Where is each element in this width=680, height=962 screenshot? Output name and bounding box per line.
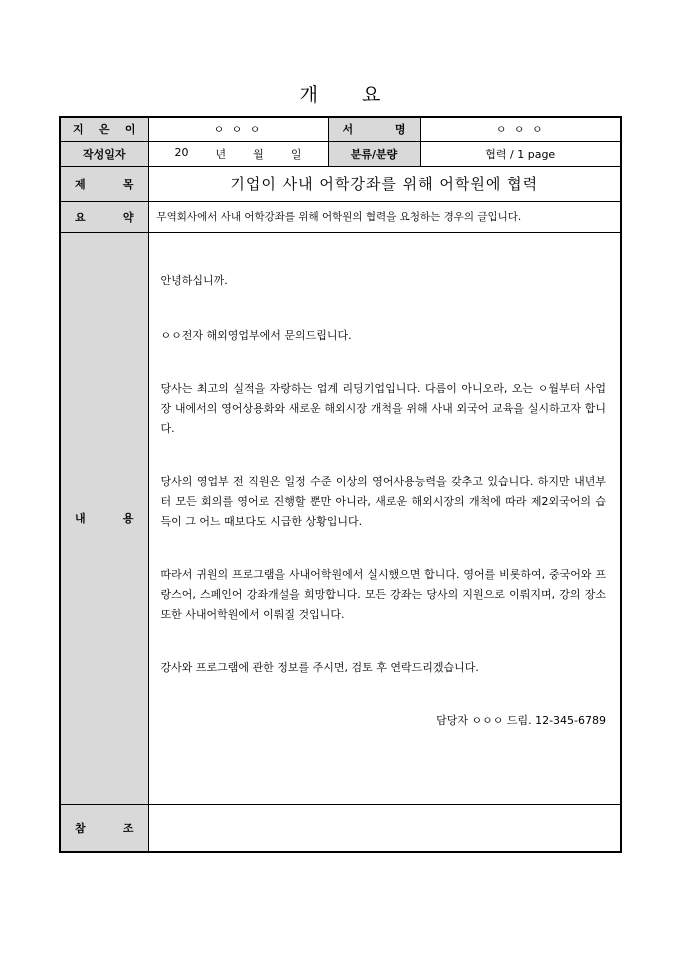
category-label: 분류/분량	[328, 141, 420, 166]
reference-row	[60, 804, 621, 852]
content-body	[148, 232, 621, 804]
document-title	[0, 80, 680, 107]
date-row	[60, 141, 621, 166]
content-paragraph-2: 당사의 영업부 전 직원은 일정 수준 이상의 영어사용능력을 갖추고 있습니다. 하지만 내년부터 모든 회의를 영어로 진행할 뿐만 아니라, 새로운 해외시장의 개척에 따라 제2외국어의 습득이 그 어느 때보다도 시급한 상황입니다.	[160, 474, 606, 528]
subject-value: 기업이 사내 어학강좌를 위해 어학원에 협력	[148, 166, 621, 201]
date-value: 20 년 월 일	[148, 141, 328, 166]
content-greeting: 안녕하십니까.	[160, 273, 228, 287]
content-closing: 강사와 프로그램에 관한 정보를 주시면, 검토 후 연락드리겠습니다.	[160, 660, 479, 674]
document-title-right: 요	[362, 84, 381, 106]
date-label: 작성일자	[60, 141, 148, 166]
content-label: 내 용	[60, 232, 148, 804]
summary-value: 무역회사에서 사내 어학강좌를 위해 어학원의 협력을 요청하는 경우의 글입니다.	[148, 201, 621, 232]
summary-label: 요 약	[60, 201, 148, 232]
content-row	[60, 232, 621, 804]
book-value: ㅇ ㅇ ㅇ	[420, 117, 621, 141]
subject-row	[60, 166, 621, 201]
author-row	[60, 117, 621, 141]
subject-label: 제 목	[60, 166, 148, 201]
book-label: 서 명	[328, 117, 420, 141]
overview-table	[59, 116, 622, 853]
reference-label: 참 조	[60, 804, 148, 852]
reference-value	[148, 804, 621, 852]
document-title-left: 개	[299, 84, 318, 106]
content-paragraph-1: 당사는 최고의 실적을 자랑하는 업계 리딩기업입니다. 다름이 아니오라, 오는 ㅇ월부터 사업장 내에서의 영어상용화와 새로운 해외시장 개척을 위해 사내 외국어 교육을 실시하고자 합니다.	[160, 381, 606, 435]
author-value: ㅇ ㅇ ㅇ	[148, 117, 328, 141]
content-signature: 담당자 ㅇㅇㅇ 드림. 12-345-6789	[436, 713, 606, 727]
content-paragraph-3: 따라서 귀원의 프로그램을 사내어학원에서 실시했으면 합니다. 영어를 비롯하여, 중국어와 프랑스어, 스페인어 강좌개설을 희망합니다. 모든 강좌는 당사의 지원으로 이뤄지며, 강의 장소 또한 사내어학원에서 이뤄질 것입니다.	[160, 567, 606, 621]
category-value: 협력 / 1 page	[420, 141, 621, 166]
summary-row	[60, 201, 621, 232]
content-intro: ㅇㅇ전자 해외영업부에서 문의드립니다.	[160, 328, 352, 342]
author-label: 지 은 이	[60, 117, 148, 141]
